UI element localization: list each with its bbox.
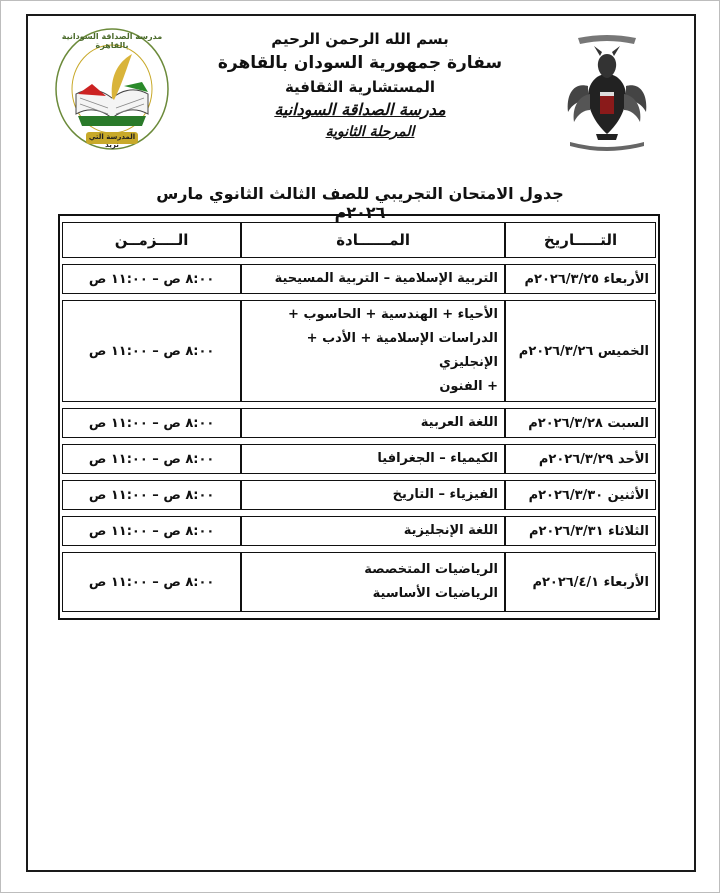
embassy-name: سفارة جمهورية السودان بالقاهرة [217, 53, 503, 73]
table-row [62, 444, 656, 474]
letterhead [200, 28, 520, 143]
schedule-title: جدول الامتحان التجريبي للصف الثالث الثانوي مارس ٢٠٢٦م [156, 184, 564, 222]
exam-time: ٨:٠٠ ص – ١١:٠٠ ص [62, 264, 241, 294]
header-time: الــــزمــن [62, 222, 241, 258]
subject-line: الكيمياء – الجغرافيا [377, 451, 498, 466]
subject-line: اللغة العربية [420, 415, 498, 430]
school-name: مدرسة الصداقة السودانية [274, 100, 446, 119]
exam-time: ٨:٠٠ ص – ١١:٠٠ ص [62, 300, 241, 402]
exam-time: ٨:٠٠ ص – ١١:٠٠ ص [62, 480, 241, 510]
table-row [62, 480, 656, 510]
exam-time: ٨:٠٠ ص – ١١:٠٠ ص [62, 516, 241, 546]
basmala: بسم الله الرحمن الرحيم [271, 30, 449, 48]
exam-time: ٨:٠٠ ص – ١١:٠٠ ص [62, 408, 241, 438]
table-header-row [62, 222, 656, 258]
exam-date: الثلاثاء ٢٠٢٦/٣/٣١م [505, 516, 656, 546]
exam-subject [241, 552, 505, 612]
subject-line: الرياضيات الأساسية [372, 586, 498, 601]
logo-banner-text: المدرسة التي نريد [88, 133, 136, 149]
table-row [62, 516, 656, 546]
header-subject: المــــــادة [241, 222, 505, 258]
exam-subject [241, 408, 505, 438]
exam-date: الأربعاء ٢٠٢٦/٤/١م [505, 552, 656, 612]
logo-ring-text: مدرسة الصداقة السودانية بالقاهرة [61, 32, 163, 50]
exam-subject [241, 480, 505, 510]
exam-subject [241, 516, 505, 546]
exam-time: ٨:٠٠ ص – ١١:٠٠ ص [62, 552, 241, 612]
exam-subject [241, 264, 505, 294]
subject-line: الرياضيات المتخصصة [364, 562, 498, 577]
cultural-attache: المستشارية الثقافية [284, 78, 436, 96]
table-row [62, 552, 656, 612]
subject-line: اللغة الإنجليزية [403, 523, 498, 538]
exam-time: ٨:٠٠ ص – ١١:٠٠ ص [62, 444, 241, 474]
exam-date: الأحد ٢٠٢٦/٣/٢٩م [505, 444, 656, 474]
exam-subject [241, 444, 505, 474]
table-row [62, 300, 656, 402]
subject-line: الدراسات الإسلامية + الأدب + الإنجليزي [306, 331, 498, 370]
table-row [62, 264, 656, 294]
exam-date: السبت ٢٠٢٦/٣/٢٨م [505, 408, 656, 438]
exam-subject [241, 300, 505, 402]
school-logo [52, 24, 172, 154]
exam-date: الخميس ٢٠٢٦/٣/٢٦م [505, 300, 656, 402]
table-row [62, 408, 656, 438]
exam-date: الأثنين ٢٠٢٦/٣/٣٠م [505, 480, 656, 510]
sudan-emblem-icon [560, 34, 654, 152]
subject-line: + الفنون [439, 379, 498, 394]
exam-schedule-table [58, 214, 660, 620]
subject-line: الأحياء + الهندسية + الحاسوب + [288, 307, 498, 322]
subject-line: الفيزياء – التاريخ [392, 487, 498, 502]
school-stage: المرحلة الثانوية [325, 124, 415, 140]
exam-date: الأربعاء ٢٠٢٦/٣/٢٥م [505, 264, 656, 294]
header-date: التـــــاريخ [505, 222, 656, 258]
subject-line: التربية الإسلامية – التربية المسيحية [274, 271, 498, 286]
